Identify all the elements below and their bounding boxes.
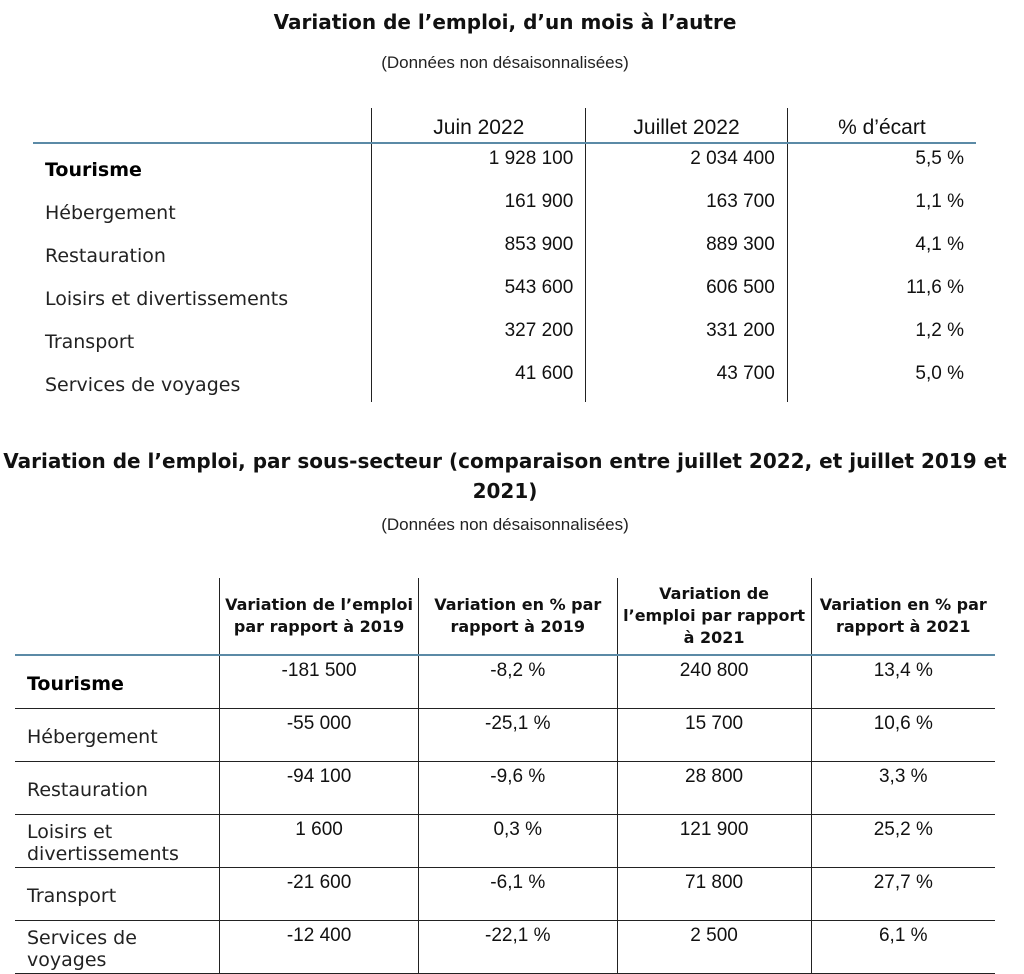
- header-change-vs-2019: Variation de l’emploi par rapport à 2019: [220, 578, 419, 655]
- cell-value: 41 600: [372, 359, 586, 402]
- table-row: [15, 655, 995, 709]
- cell-value: 71 800: [617, 868, 811, 921]
- cell-value: -21 600: [220, 868, 419, 921]
- row-label: Hébergement: [45, 201, 176, 224]
- cell-value: 1,1 %: [787, 187, 976, 230]
- cell-value: 10,6 %: [811, 709, 995, 762]
- row-label: Transport: [45, 330, 135, 353]
- cell-value: 43 700: [586, 359, 787, 402]
- cell-value: 13,4 %: [811, 655, 995, 709]
- cell-value: 28 800: [617, 762, 811, 815]
- row-label: Services de voyages: [45, 373, 241, 396]
- cell-value: -6,1 %: [418, 868, 617, 921]
- header-pct-vs-2019: Variation en % par rapport à 2019: [418, 578, 617, 655]
- cell-value: 161 900: [372, 187, 586, 230]
- cell-value: -12 400: [220, 921, 419, 974]
- table-row: [15, 762, 995, 815]
- row-label: Restauration: [15, 762, 220, 815]
- cell-value: 121 900: [617, 815, 811, 868]
- header-june-2022: Juin 2022: [372, 108, 586, 143]
- table2-subtitle: (Données non désaisonnalisées): [381, 515, 629, 534]
- cell-value: 11,6 %: [787, 273, 976, 316]
- table2-title: Variation de l’emploi, par sous-secteur (comparaison entre juillet 2022, et juillet 2019 et 2021): [3, 449, 1007, 503]
- cell-value: 606 500: [586, 273, 787, 316]
- cell-value: 5,5 %: [787, 143, 976, 187]
- cell-value: 15 700: [617, 709, 811, 762]
- cell-value: 5,0 %: [787, 359, 976, 402]
- table1-title: Variation de l’emploi, d’un mois à l’autre: [273, 10, 737, 34]
- subsector-comparison-table: [15, 578, 995, 974]
- cell-value: 25,2 %: [811, 815, 995, 868]
- table-header-row: [33, 108, 976, 143]
- table-row: [33, 143, 976, 187]
- cell-value: 1,2 %: [787, 316, 976, 359]
- cell-value: 2 034 400: [586, 143, 787, 187]
- header-label-col: [33, 108, 372, 143]
- row-label: Transport: [15, 868, 220, 921]
- table-row: [15, 868, 995, 921]
- cell-value: 327 200: [372, 316, 586, 359]
- cell-value: 240 800: [617, 655, 811, 709]
- row-label: Restauration: [45, 244, 166, 267]
- monthly-employment-table: [33, 108, 976, 402]
- table-row: [33, 316, 976, 359]
- row-label: Tourisme: [45, 158, 142, 181]
- cell-value: -94 100: [220, 762, 419, 815]
- header-pct-change: % d’écart: [787, 108, 976, 143]
- row-label: Services de voyages: [15, 921, 220, 974]
- cell-value: 1 600: [220, 815, 419, 868]
- header-pct-vs-2021: Variation en % par rapport à 2021: [811, 578, 995, 655]
- table-row: [33, 359, 976, 402]
- row-label: Hébergement: [15, 709, 220, 762]
- cell-value: -9,6 %: [418, 762, 617, 815]
- table-row: [15, 921, 995, 974]
- cell-value: 6,1 %: [811, 921, 995, 974]
- cell-value: 163 700: [586, 187, 787, 230]
- table-row: [33, 187, 976, 230]
- cell-value: 853 900: [372, 230, 586, 273]
- cell-value: 27,7 %: [811, 868, 995, 921]
- cell-value: -55 000: [220, 709, 419, 762]
- table-header-row: [15, 578, 995, 655]
- cell-value: 4,1 %: [787, 230, 976, 273]
- row-label: Tourisme: [15, 655, 220, 709]
- cell-value: 889 300: [586, 230, 787, 273]
- table1-subtitle: (Données non désaisonnalisées): [381, 53, 629, 72]
- cell-value: 543 600: [372, 273, 586, 316]
- cell-value: 0,3 %: [418, 815, 617, 868]
- table-row: [15, 815, 995, 868]
- header-change-vs-2021: Variation de l’emploi par rapport à 2021: [617, 578, 811, 655]
- cell-value: 2 500: [617, 921, 811, 974]
- table-row: [15, 709, 995, 762]
- cell-value: 1 928 100: [372, 143, 586, 187]
- cell-value: -181 500: [220, 655, 419, 709]
- cell-value: 3,3 %: [811, 762, 995, 815]
- cell-value: -25,1 %: [418, 709, 617, 762]
- cell-value: -8,2 %: [418, 655, 617, 709]
- cell-value: -22,1 %: [418, 921, 617, 974]
- row-label: Loisirs et divertissements: [15, 815, 220, 868]
- header-label-col: [15, 578, 220, 655]
- header-july-2022: Juillet 2022: [586, 108, 787, 143]
- row-label: Loisirs et divertissements: [45, 287, 289, 310]
- table-row: [33, 273, 976, 316]
- cell-value: 331 200: [586, 316, 787, 359]
- table-row: [33, 230, 976, 273]
